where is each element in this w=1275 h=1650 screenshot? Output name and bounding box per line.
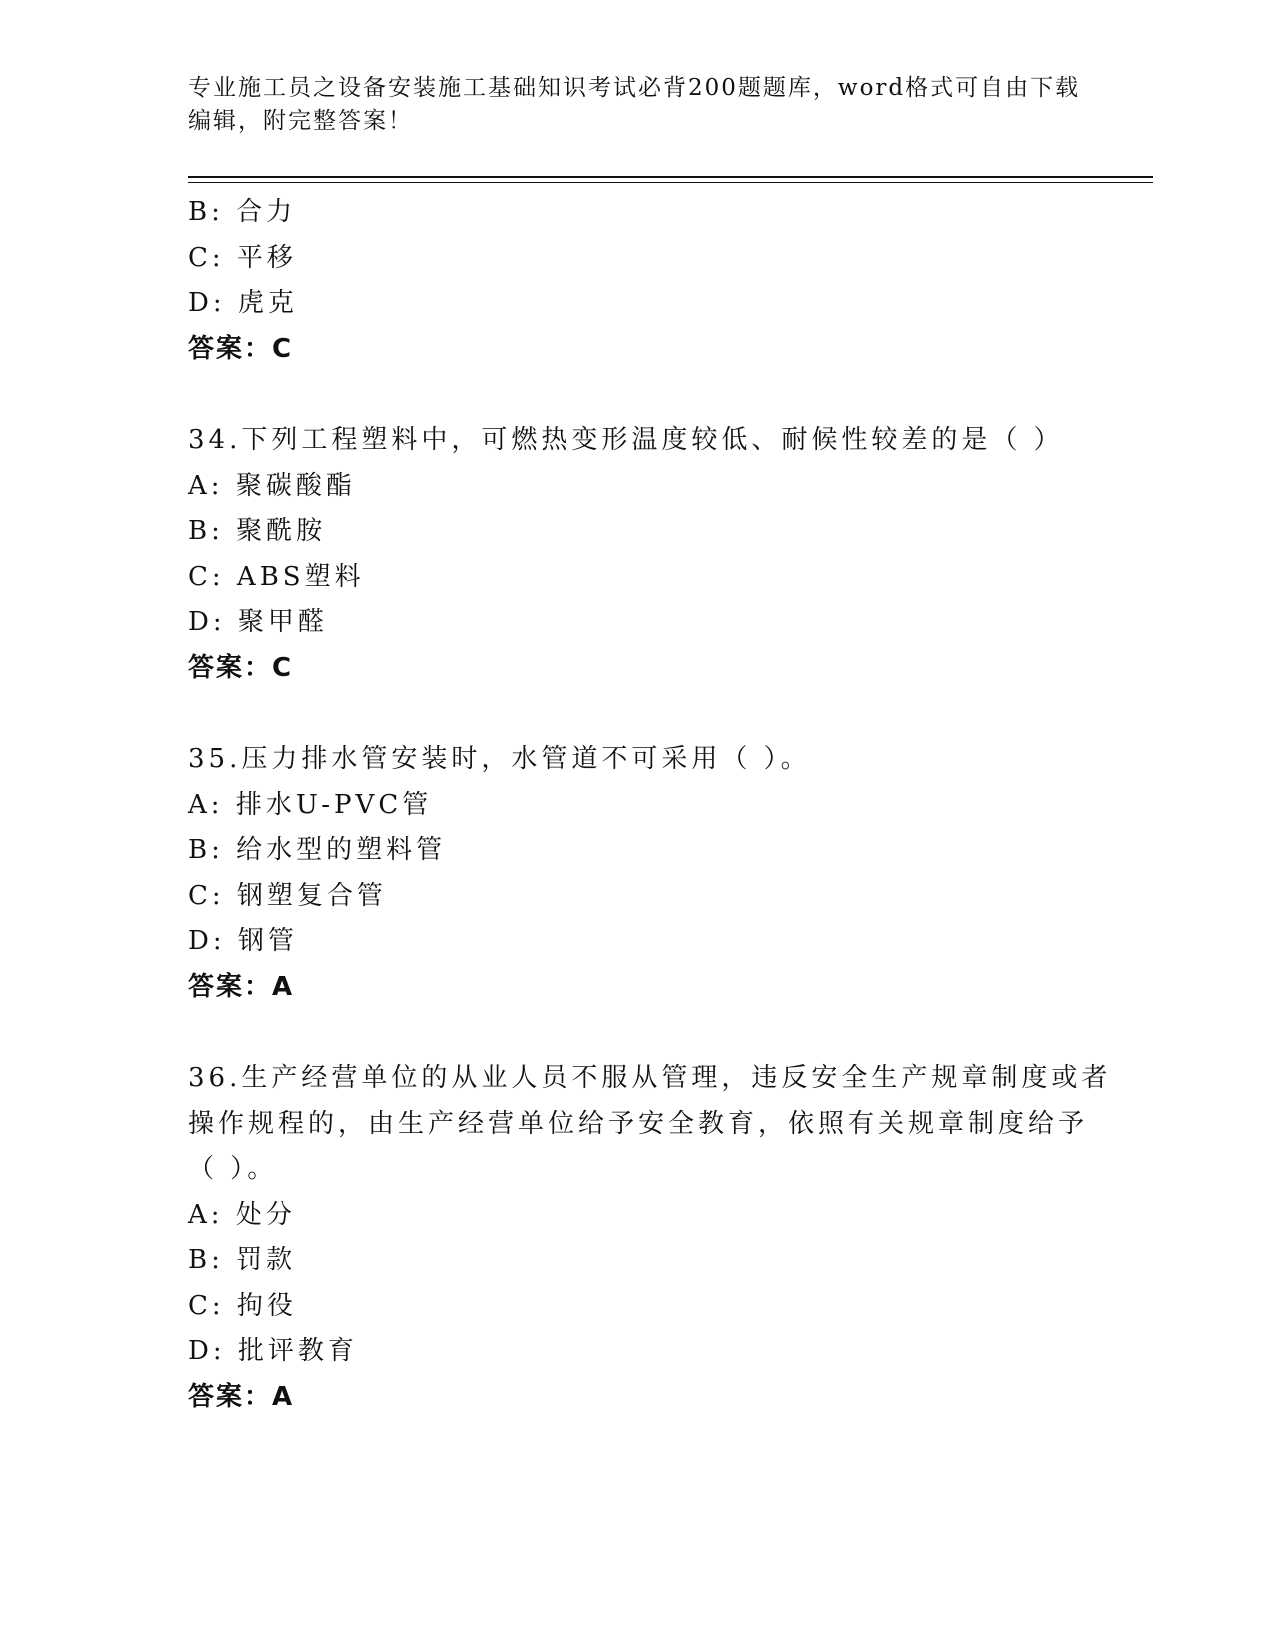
option-text: 钢塑复合管 (236, 880, 387, 911)
answer: 答案：A (188, 971, 295, 1002)
option-text: 聚碳酸酯 (235, 470, 356, 501)
question-text: 生产经营单位的从业人员不服从管理，违反安全生产规章制度或者 (241, 1063, 1112, 1093)
answer: 答案：C (188, 333, 294, 364)
option-label: B: (188, 516, 224, 546)
question-partial (188, 190, 1088, 372)
option-text: 给水型的塑料管 (236, 835, 447, 865)
question-stem-line-2: 操作规程的，由生产经营单位给予安全教育，依照有关规章制度给予 (188, 1108, 1089, 1139)
option-b (188, 190, 1088, 236)
question-36 (188, 1056, 1112, 1420)
option-label: D: (188, 288, 226, 318)
option-c (188, 236, 1088, 282)
option-text: 虎克 (237, 288, 298, 318)
option-label: A: (188, 470, 224, 501)
question-text: 下列工程塑料中，可燃热变形温度较低、耐候性较差的是（ ） (241, 425, 1064, 455)
question-stem (188, 418, 1088, 464)
question-number: 36. (188, 1063, 242, 1093)
option-label: C: (188, 242, 225, 273)
option-label: B: (188, 1245, 224, 1275)
answer: 答案：A (188, 1381, 295, 1412)
option-text: 批评教育 (237, 1336, 358, 1366)
document-body (188, 190, 1112, 1420)
option-d (188, 281, 1088, 327)
option-c (188, 1284, 1088, 1330)
option-d (188, 1329, 1088, 1375)
answer: 答案：C (188, 652, 294, 683)
question-number: 35. (188, 744, 242, 774)
question-stem-line-3: （ ）。 (188, 1154, 278, 1184)
option-label: C: (188, 561, 225, 592)
header-line-2: 编辑，附完整答案！ (188, 108, 413, 134)
header-divider-thin (188, 182, 1153, 183)
option-text: 聚酰胺 (236, 516, 327, 546)
page-header (188, 72, 1088, 138)
question-number: 34. (188, 425, 242, 455)
option-label: C: (188, 1290, 225, 1321)
option-text: 处分 (235, 1199, 296, 1230)
option-label: C: (188, 880, 225, 911)
option-c (188, 555, 1088, 601)
option-text: ABS塑料 (236, 561, 365, 592)
option-b (188, 1238, 1088, 1284)
question-35 (188, 737, 1088, 1010)
option-text: 合力 (236, 197, 297, 227)
option-label: B: (188, 197, 224, 227)
question-text: 压力排水管安装时，水管道不可采用（ ）。 (241, 744, 811, 774)
option-text: 平移 (236, 242, 297, 273)
question-stem-line-1 (188, 1056, 1112, 1102)
option-label: D: (188, 926, 226, 956)
option-label: B: (188, 835, 224, 865)
option-label: A: (188, 1199, 224, 1230)
option-label: A: (188, 789, 224, 820)
option-c (188, 874, 1088, 920)
option-b (188, 828, 1088, 874)
option-d (188, 919, 1088, 965)
option-text: 罚款 (236, 1245, 297, 1275)
option-label: D: (188, 607, 226, 637)
option-a (188, 783, 1088, 829)
option-a (188, 464, 1088, 510)
header-line-1: 专业施工员之设备安装施工基础知识考试必背200题题库，word格式可自由下载 (188, 75, 1081, 101)
question-stem (188, 737, 1088, 783)
option-a (188, 1193, 1088, 1239)
option-text: 钢管 (237, 926, 298, 956)
question-34 (188, 418, 1088, 691)
option-label: D: (188, 1336, 226, 1366)
option-d (188, 600, 1088, 646)
option-text: 拘役 (236, 1290, 297, 1321)
option-b (188, 509, 1088, 555)
header-divider-thick (188, 176, 1153, 178)
option-text: 聚甲醛 (237, 607, 328, 637)
option-text: 排水U-PVC管 (235, 789, 433, 820)
